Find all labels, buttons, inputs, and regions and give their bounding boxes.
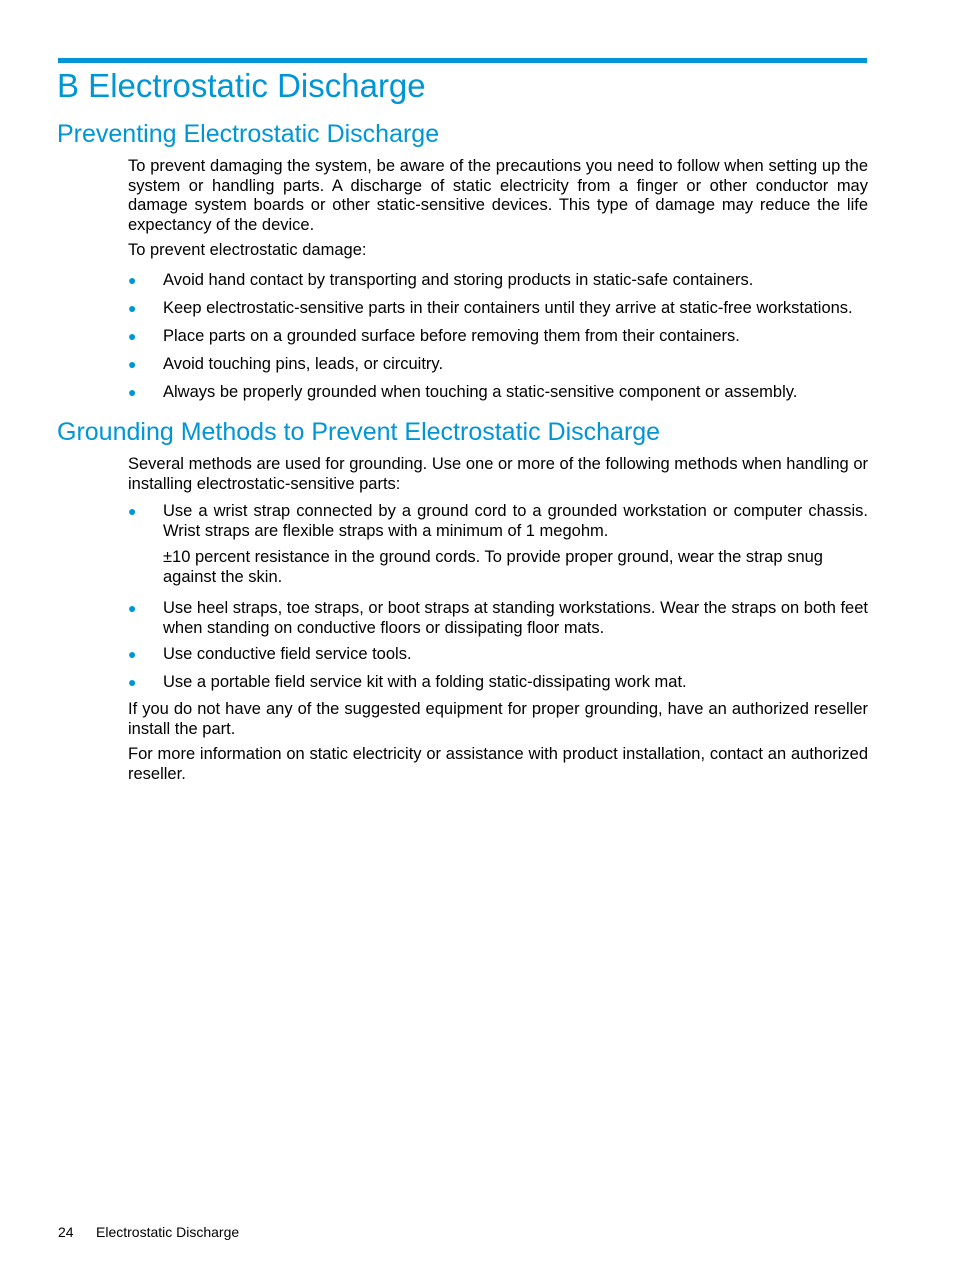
list-item-text: Keep electrostatic-sensitive parts in their containers until they arrive at static-free workstations. xyxy=(163,299,853,317)
page-number: 24 xyxy=(58,1224,74,1240)
bullet-icon: ● xyxy=(128,600,137,616)
bullet-icon: ● xyxy=(128,646,137,662)
bullet-icon: ● xyxy=(128,384,137,400)
section1-intro-paragraph: To prevent damaging the system, be aware of the precautions you need to follow when setting up the system or handling parts. A discharge of static electricity from a finger or other conductor may damage system boards or other static-sensitive devices. This type of damage may reduce the life expectancy of the device. xyxy=(128,157,868,234)
page-footer xyxy=(58,1223,239,1241)
list-item-text: Avoid touching pins, leads, or circuitry. xyxy=(163,355,444,373)
section-title-grounding: Grounding Methods to Prevent Electrostatic Discharge xyxy=(57,418,661,446)
list-item-text: Use a wrist strap connected by a ground cord to a grounded workstation or computer chassis. Wrist straps are flexible straps with a minimum of 1 megohm. xyxy=(163,502,868,540)
list-item-text: Always be properly grounded when touching a static-sensitive component or assembly. xyxy=(163,383,798,401)
bullet-icon: ● xyxy=(128,300,137,316)
chapter-top-rule xyxy=(58,58,867,63)
bullet-icon: ● xyxy=(128,328,137,344)
wrist-strap-note: ±10 percent resistance in the ground cords. To provide proper ground, wear the strap snug against the skin. xyxy=(163,548,823,586)
list-item-text: Use conductive field service tools. xyxy=(163,645,412,663)
bullet-icon: ● xyxy=(128,503,137,519)
section2-closing-paragraph-1: If you do not have any of the suggested equipment for proper grounding, have an authorized reseller install the part. xyxy=(128,700,868,738)
list-item-text: Avoid hand contact by transporting and storing products in static-safe containers. xyxy=(163,271,754,289)
section2-closing-paragraph-2: For more information on static electricity or assistance with product installation, contact an authorized reseller. xyxy=(128,745,868,783)
section-title-preventing: Preventing Electrostatic Discharge xyxy=(57,120,440,148)
list-item-text: Use a portable field service kit with a folding static-dissipating work mat. xyxy=(163,673,687,691)
list-item-text: Use heel straps, toe straps, or boot straps at standing workstations. Wear the straps on both feet when standing on conductive floors or dissipating floor mats. xyxy=(163,599,868,637)
bullet-icon: ● xyxy=(128,674,137,690)
section2-intro-paragraph: Several methods are used for grounding. Use one or more of the following methods when handling or installing electrostatic-sensitive parts: xyxy=(128,455,868,493)
list-item-text: Place parts on a grounded surface before removing them from their containers. xyxy=(163,327,740,345)
section1-lead-paragraph: To prevent electrostatic damage: xyxy=(128,241,367,259)
bullet-icon: ● xyxy=(128,272,137,288)
bullet-icon: ● xyxy=(128,356,137,372)
footer-running-title: Electrostatic Discharge xyxy=(96,1224,240,1240)
chapter-title: B Electrostatic Discharge xyxy=(57,67,426,104)
